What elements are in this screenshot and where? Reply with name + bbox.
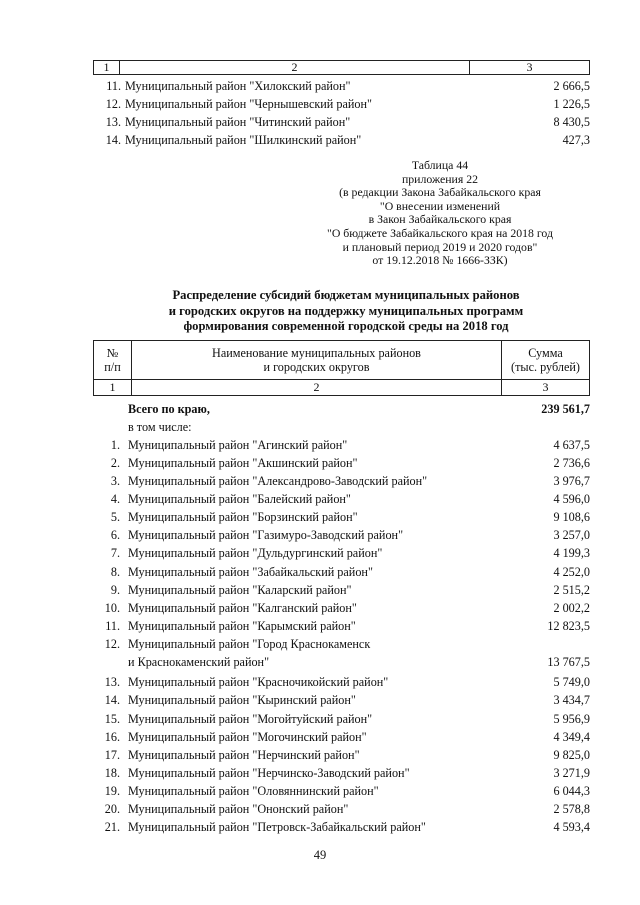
row-name: Муниципальный район "Чернышевский район" — [125, 97, 372, 111]
row-value: 2 515,2 — [553, 583, 590, 597]
row-number: 8. — [110, 565, 120, 579]
row-number: 4. — [110, 492, 120, 506]
row-value: 4 637,5 — [553, 438, 590, 452]
row-value: 2 002,2 — [553, 601, 590, 615]
total-label: Всего по краю, — [128, 402, 210, 416]
title-line: и городских округов на поддержку муниципальных программ — [168, 303, 524, 318]
row-name: Муниципальный район "Дульдургинский район" — [128, 546, 383, 560]
row-value: 4 596,0 — [553, 492, 590, 506]
row-name: Муниципальный район "Хилокский район" — [125, 79, 351, 93]
row-number: 19. — [104, 784, 120, 798]
row-value: 6 044,3 — [553, 784, 590, 798]
row-number: 13. — [105, 115, 121, 129]
row-number: 14. — [104, 693, 120, 707]
row-value: 5 749,0 — [553, 675, 590, 689]
header-text: Наименование муниципальных районов — [212, 346, 421, 360]
row-value: 4 593,4 — [553, 820, 590, 834]
top-header-col-2: 2 — [120, 61, 470, 74]
row-name: Муниципальный район "Кыринский район" — [128, 693, 356, 707]
row-number: 21. — [104, 820, 120, 834]
row-number: 10. — [104, 601, 120, 615]
row-name: Муниципальный район "Могойтуйский район" — [128, 712, 373, 726]
header-text: (тыс. рублей) — [511, 360, 580, 374]
row-name: Муниципальный район "Город Краснокаменск — [128, 637, 371, 651]
row-name: Муниципальный район "Оловяннинский район" — [128, 784, 379, 798]
row-name: Муниципальный район "Калганский район" — [128, 601, 357, 615]
row-value: 9 108,6 — [553, 510, 590, 524]
row-value: 13 767,5 — [547, 655, 590, 669]
row-name: Муниципальный район "Нерчинский район" — [128, 748, 360, 762]
row-name: Муниципальный район "Читинский район" — [125, 115, 351, 129]
row-name: Муниципальный район "Нерчинско-Заводский район" — [128, 766, 410, 780]
row-name: Муниципальный район "Могочинский район" — [128, 730, 367, 744]
row-number: 9. — [110, 583, 120, 597]
header-text: и городских округов — [263, 360, 370, 374]
table-note — [300, 159, 580, 268]
row-name: Муниципальный район "Красночикойский район" — [128, 675, 389, 689]
row-number: 16. — [104, 730, 120, 744]
column-number: 1 — [94, 380, 132, 395]
note-line: (в редакции Закона Забайкальского края — [339, 185, 541, 200]
column-number: 3 — [542, 380, 549, 394]
note-line: "О внесении изменений — [379, 198, 501, 213]
row-value: 4 252,0 — [553, 565, 590, 579]
row-name: Муниципальный район "Акшинский район" — [128, 456, 358, 470]
row-value: 2 666,5 — [553, 79, 590, 93]
top-table-row — [98, 77, 590, 95]
row-number: 12. — [104, 637, 120, 651]
main-table-header — [93, 340, 590, 380]
row-number: 2. — [110, 456, 120, 470]
row-value: 3 976,7 — [553, 474, 590, 488]
row-value: 4 349,4 — [553, 730, 590, 744]
note-line: и плановый период 2019 и 2020 годов" — [342, 239, 538, 254]
row-number: 20. — [104, 802, 120, 816]
row-number: 1. — [110, 438, 120, 452]
row-name: Муниципальный район "Петровск-Забайкальский район" — [128, 820, 426, 834]
row-name: и Краснокаменский район" — [128, 655, 270, 669]
row-name: Муниципальный район "Балейский район" — [128, 492, 351, 506]
row-name: Муниципальный район "Каларский район" — [128, 583, 352, 597]
title-line: формирования современной городской среды на 2018 год — [183, 319, 509, 333]
header-text: № — [106, 346, 119, 360]
row-value: 427,3 — [562, 133, 590, 147]
row-name: Муниципальный район "Александрово-Заводский район" — [128, 474, 428, 488]
row-number: 12. — [105, 97, 121, 111]
row-number: 14. — [105, 133, 121, 147]
row-number: 11. — [105, 619, 120, 633]
row-number: 13. — [104, 675, 120, 689]
row-number: 6. — [110, 528, 120, 542]
row-value: 5 956,9 — [553, 712, 590, 726]
including-label: в том числе: — [128, 420, 192, 434]
note-line: приложения 22 — [401, 171, 479, 186]
top-table-row — [98, 95, 590, 113]
row-number: 5. — [110, 510, 120, 524]
page-number: 49 — [313, 848, 327, 862]
row-name: Муниципальный район "Газимуро-Заводский район" — [128, 528, 404, 542]
note-line: от 19.12.2018 № 1666-ЗЗК) — [372, 253, 508, 268]
row-name: Муниципальный район "Карымский район" — [128, 619, 356, 633]
row-name: Муниципальный район "Забайкальский район" — [128, 565, 373, 579]
row-value: 3 271,9 — [553, 766, 590, 780]
note-line: Таблица 44 — [411, 158, 469, 172]
row-name: Муниципальный район "Борзинский район" — [128, 510, 358, 524]
row-number: 11. — [106, 79, 121, 93]
top-table-header — [93, 60, 590, 75]
row-value: 3 257,0 — [553, 528, 590, 542]
row-number: 15. — [104, 712, 120, 726]
header-name-col — [132, 341, 502, 379]
row-name: Муниципальный район "Агинский район" — [128, 438, 348, 452]
row-value: 1 226,5 — [553, 97, 590, 111]
top-header-col-3: 3 — [526, 60, 533, 74]
row-value: 12 823,5 — [547, 619, 590, 633]
note-line: в Закон Забайкальского края — [368, 212, 512, 227]
header-sum-col — [502, 341, 589, 379]
row-value: 2 578,8 — [553, 802, 590, 816]
title-line: Распределение субсидий бюджетам муниципальных районов — [172, 288, 520, 302]
top-table-row — [98, 131, 590, 149]
row-name: Муниципальный район "Шилкинский район" — [125, 133, 362, 147]
top-table-row — [98, 113, 590, 131]
total-value: 239 561,7 — [541, 402, 590, 416]
row-name: Муниципальный район "Ононский район" — [128, 802, 349, 816]
row-value: 8 430,5 — [553, 115, 590, 129]
header-text: п/п — [104, 360, 121, 374]
row-number: 7. — [110, 546, 120, 560]
column-number: 2 — [132, 380, 502, 395]
main-table-column-numbers — [93, 380, 590, 396]
row-number: 3. — [110, 474, 120, 488]
row-value: 3 434,7 — [553, 693, 590, 707]
row-value: 2 736,6 — [553, 456, 590, 470]
top-header-col-1: 1 — [94, 61, 120, 74]
row-number: 18. — [104, 766, 120, 780]
row-number: 17. — [104, 748, 120, 762]
row-value: 4 199,3 — [553, 546, 590, 560]
note-line: "О бюджете Забайкальского края на 2018 год — [327, 225, 553, 240]
header-number-col — [94, 341, 132, 379]
table-title — [100, 288, 592, 335]
row-value: 9 825,0 — [553, 748, 590, 762]
header-text: Сумма — [528, 346, 563, 360]
